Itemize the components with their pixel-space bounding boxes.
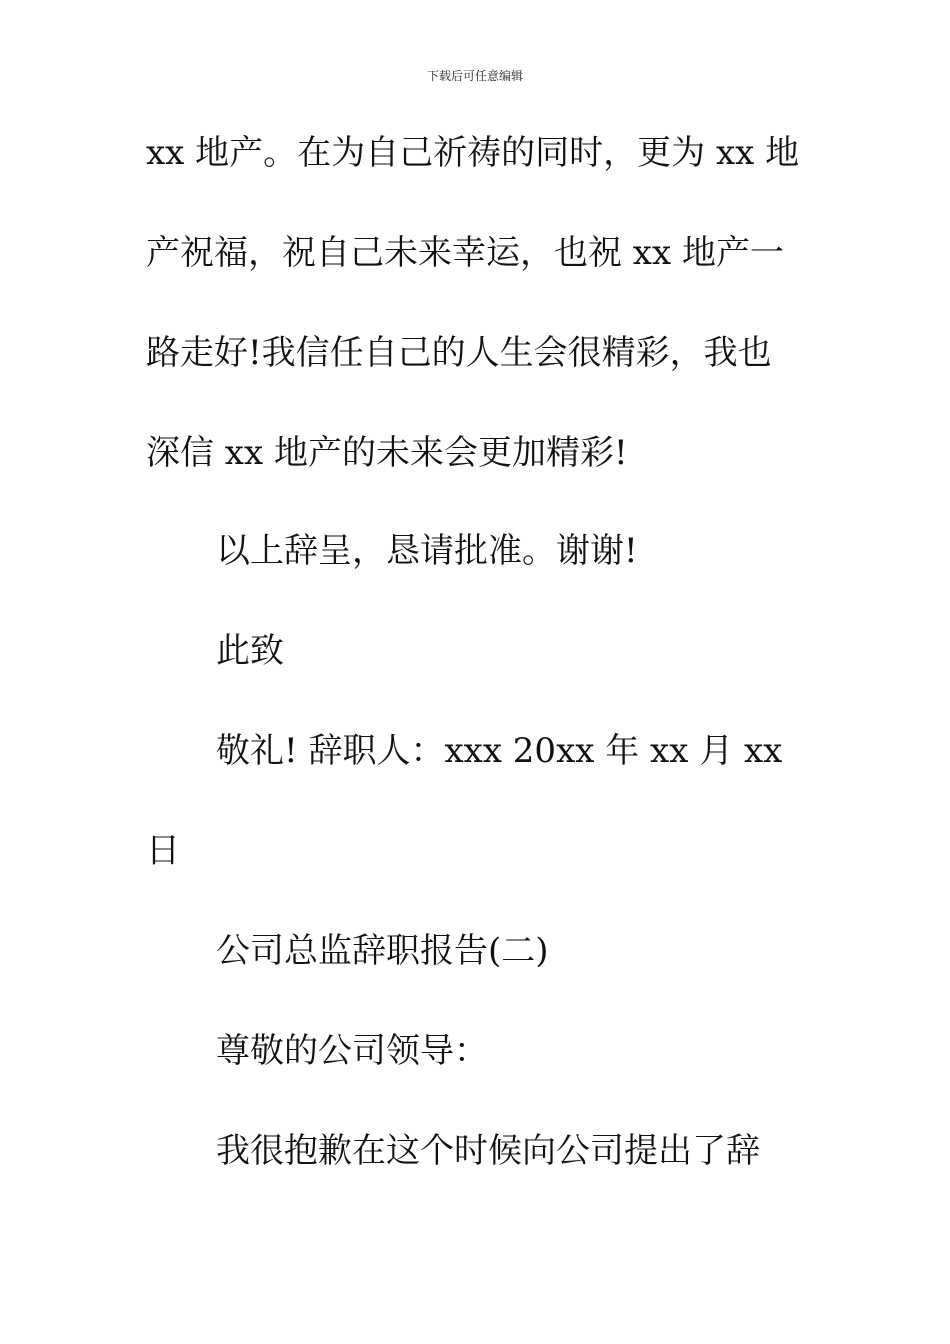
closing-request-line: 以上辞呈，恳请批准。谢谢! [216, 531, 638, 571]
signature-date-line: 日 [146, 831, 180, 871]
body-start-line: 我很抱歉在这个时候向公司提出了辞 [216, 1131, 760, 1171]
paragraph-line-1: xx 地产。在为自己祈祷的同时，更为 xx 地 [146, 133, 800, 173]
paragraph-line-2: 产祝福，祝自己未来幸运，也祝 xx 地产一 [146, 233, 784, 273]
paragraph-line-3: 路走好!我信任自己的人生会很精彩，我也 [146, 333, 772, 373]
signature-line: 敬礼! 辞职人：xxx 20xx 年 xx 月 xx [216, 731, 783, 771]
paragraph-line-4: 深信 xx 地产的未来会更加精彩! [146, 433, 628, 473]
section-title: 公司总监辞职报告(二) [216, 931, 549, 971]
greeting-line: 尊敬的公司领导： [216, 1031, 488, 1071]
salutation-line: 此致 [216, 631, 284, 671]
page-header-note: 下载后可任意编辑 [426, 69, 523, 83]
